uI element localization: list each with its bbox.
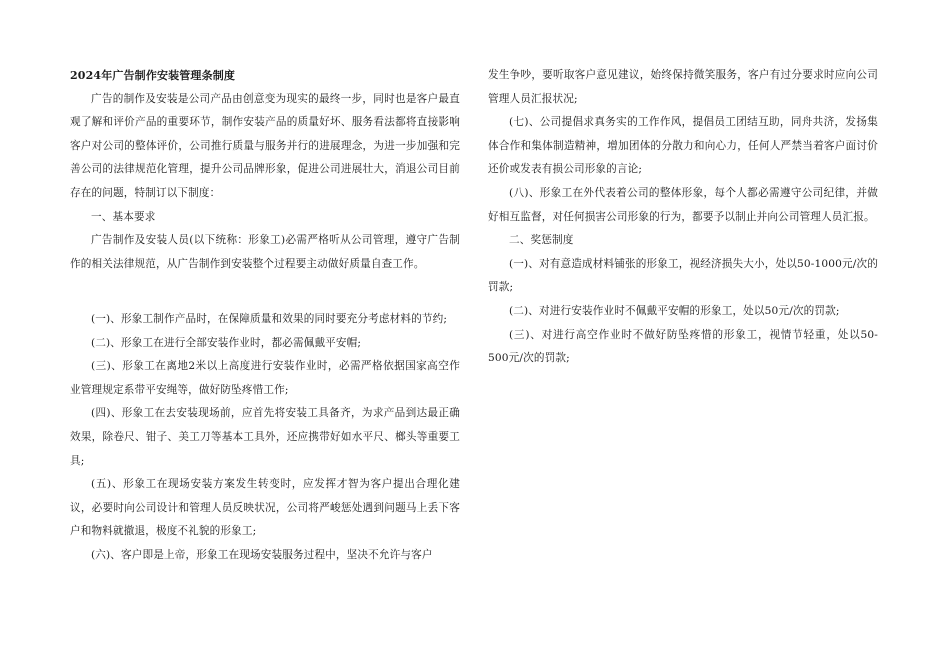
requirement-item-5: (五)、形象工在现场安装方案发生转变时，应发挥才智为客户提出合理化建议，必要时向公司设计和管理人员反映状况，公司将严峻惩处遇到问题马上丢下客户和物料就撤退，极度不礼貌的形象工; xyxy=(70,478,460,538)
paragraph-spacer xyxy=(70,300,460,308)
requirement-item-7: (七)、公司提倡求真务实的工作作风，提倡员工团结互助，同舟共济，发扬集体合作和集体制造精神，增加团体的分散力和向心力，任何人严禁当着客户面讨价还价或发表有损公司形象的言论; xyxy=(488,116,878,176)
requirement-item-2: (二)、形象工在进行全部安装作业时，都必需佩戴平安帽; xyxy=(91,336,362,349)
requirement-item-3: (三)、形象工在离地2米以上高度进行安装作业时，必需严格依据国家高空作业管理规定系带平安绳等，做好防坠疼惜工作; xyxy=(70,360,460,396)
requirement-item-6-continuation: 发生争吵，要听取客户意见建议，始终保持微笑服务，客户有过分要求时应向公司管理人员汇报状况; xyxy=(488,69,878,105)
requirement-item-6: (六)、客户即是上帝，形象工在现场安装服务过程中，坚决不允许与客户 xyxy=(91,548,433,561)
document-title: 2024年广告制作安装管理条制度 xyxy=(70,69,236,82)
paragraph-spacer xyxy=(70,276,460,300)
requirement-item-4: (四)、形象工在去安装现场前，应首先将安装工具备齐，为求产品到达最正确效果，除卷尺、钳子、美工刀等基本工具外，还应携带好如水平尺、榔头等重要工具; xyxy=(70,407,460,467)
requirement-item-1: (一)、形象工制作产品时，在保障质量和效果的同时要充分考虑材料的节约; xyxy=(91,312,448,325)
section-heading-basic-requirements: 一、基本要求 xyxy=(91,210,156,223)
penalty-item-1: (一)、对有意造成材料铺张的形象工，视经济损失大小，处以50-1000元/次的罚款; xyxy=(488,257,878,294)
left-column xyxy=(70,64,460,567)
penalty-item-2: (二)、对进行安装作业时不佩戴平安帽的形象工，处以50元/次的罚款; xyxy=(509,304,840,317)
section-intro-paragraph: 广告制作及安装人员(以下统称：形象工)必需严格听从公司管理，遵守广告制作的相关法律规范，从广告制作到安装整个过程要主动做好质量自查工作。 xyxy=(70,234,460,270)
section-heading-rewards-penalties: 二、奖惩制度 xyxy=(509,234,574,247)
requirement-item-8: (八)、形象工在外代表着公司的整体形象，每个人都必需遵守公司纪律，并做好相互监督，对任何损害公司形象的行为，都要予以制止并向公司管理人员汇报。 xyxy=(488,186,878,223)
intro-paragraph: 广告的制作及安装是公司产品由创意变为现实的最终一步，同时也是客户最直观了解和评价产品的重要环节，制作安装产品的质量好坏、服务看法都将直接影响客户对公司的整体评价，公司推行质量与服务并行的进展理念，为进一步加强和完善公司的法律规范化管理，提升公司品牌形象，促进公司进展壮大，消退公司目前存在的问题，特制订以下制度： xyxy=(70,92,460,199)
right-column xyxy=(488,64,878,371)
penalty-item-3: (三)、对进行高空作业时不做好防坠疼惜的形象工，视情节轻重，处以50-500元/次的罚款; xyxy=(488,328,878,365)
